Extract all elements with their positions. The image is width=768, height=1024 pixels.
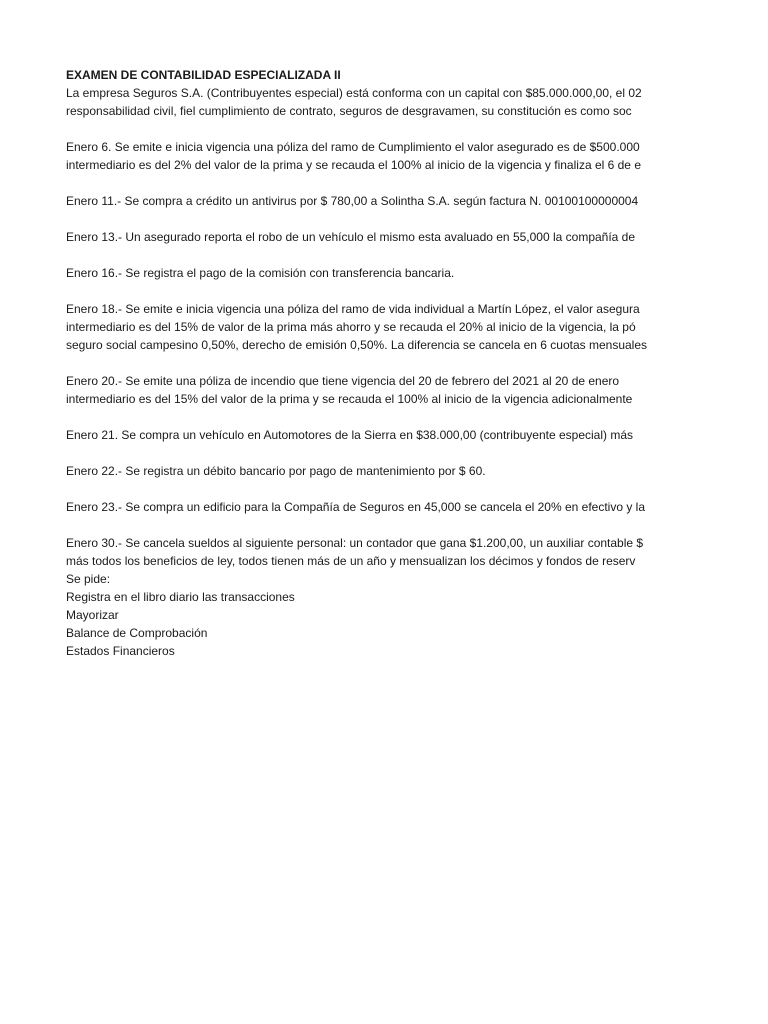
- entry-line-jan-22: Enero 22.- Se registra un débito bancario por pago de mantenimiento por $ 60.: [66, 464, 486, 478]
- entry-line-jan-20: intermediario es del 15% del valor de la prima y se recauda el 100% al inicio de la vigencia adicionalmente: [66, 392, 633, 406]
- paragraph-gap: [66, 516, 768, 534]
- entry-line-jan-18: seguro social campesino 0,50%, derecho de emisión 0,50%. La diferencia se cancela en 6 cuotas mensuales: [66, 338, 648, 352]
- entry-line-jan-21: Enero 21. Se compra un vehículo en Automotores de la Sierra en $38.000,00 (contribuyente especial) más: [66, 428, 634, 442]
- paragraph-gap: [66, 210, 768, 228]
- entry-line-jan-23: Enero 23.- Se compra un edificio para la Compañía de Seguros en 45,000 se cancela el 20% en efectivo y la: [66, 500, 646, 514]
- entry-line-jan-11: Enero 11.- Se compra a crédito un antivirus por $ 780,00 a Solintha S.A. según factura N. 00100100000004: [66, 194, 639, 208]
- task-item: Balance de Comprobación: [66, 626, 208, 640]
- paragraph-gap: [66, 174, 768, 192]
- entry-line-jan-18: intermediario es del 15% de valor de la prima más ahorro y se recauda el 20% al inicio de la vigencia, la pó: [66, 320, 636, 334]
- paragraph-gap: [66, 480, 768, 498]
- entry-line-jan-6: intermediario es del 2% del valor de la prima y se recauda el 100% al inicio de la vigencia y finaliza el 6 de e: [66, 158, 641, 172]
- intro-line: La empresa Seguros S.A. (Contribuyentes especial) está conforma con un capital con $85.000.000,00, el 02: [66, 86, 642, 100]
- task-item: Estados Financieros: [66, 644, 175, 658]
- document-title: EXAMEN DE CONTABILIDAD ESPECIALIZADA II: [66, 68, 341, 82]
- paragraph-gap: [66, 282, 768, 300]
- document-body: [66, 66, 768, 660]
- paragraph-gap: [66, 444, 768, 462]
- tasks-heading: Se pide:: [66, 572, 111, 586]
- entry-line-jan-30: más todos los beneficios de ley, todos tienen más de un año y mensualizan los décimos y fondos de reserv: [66, 554, 636, 568]
- paragraph-gap: [66, 354, 768, 372]
- entry-line-jan-6: Enero 6. Se emite e inicia vigencia una póliza del ramo de Cumplimiento el valor asegurado es de $500.000: [66, 140, 640, 154]
- entry-line-jan-18: Enero 18.- Se emite e inicia vigencia una póliza del ramo de vida individual a Martín López, el valor asegura: [66, 302, 640, 316]
- intro-line: responsabilidad civil, fiel cumplimiento de contrato, seguros de desgravamen, su constitución es como soc: [66, 104, 632, 118]
- task-item: Registra en el libro diario las transacciones: [66, 590, 295, 604]
- entry-line-jan-30: Enero 30.- Se cancela sueldos al siguiente personal: un contador que gana $1.200,00, un auxiliar contable $: [66, 536, 644, 550]
- paragraph-gap: [66, 120, 768, 138]
- entry-line-jan-13: Enero 13.- Un asegurado reporta el robo de un vehículo el mismo esta avaluado en 55,000 la compañía de: [66, 230, 636, 244]
- entry-line-jan-16: Enero 16.- Se registra el pago de la comisión con transferencia bancaria.: [66, 266, 455, 280]
- task-item: Mayorizar: [66, 608, 119, 622]
- paragraph-gap: [66, 246, 768, 264]
- paragraph-gap: [66, 408, 768, 426]
- entry-line-jan-20: Enero 20.- Se emite una póliza de incendio que tiene vigencia del 20 de febrero del 2021 al 20 de enero: [66, 374, 620, 388]
